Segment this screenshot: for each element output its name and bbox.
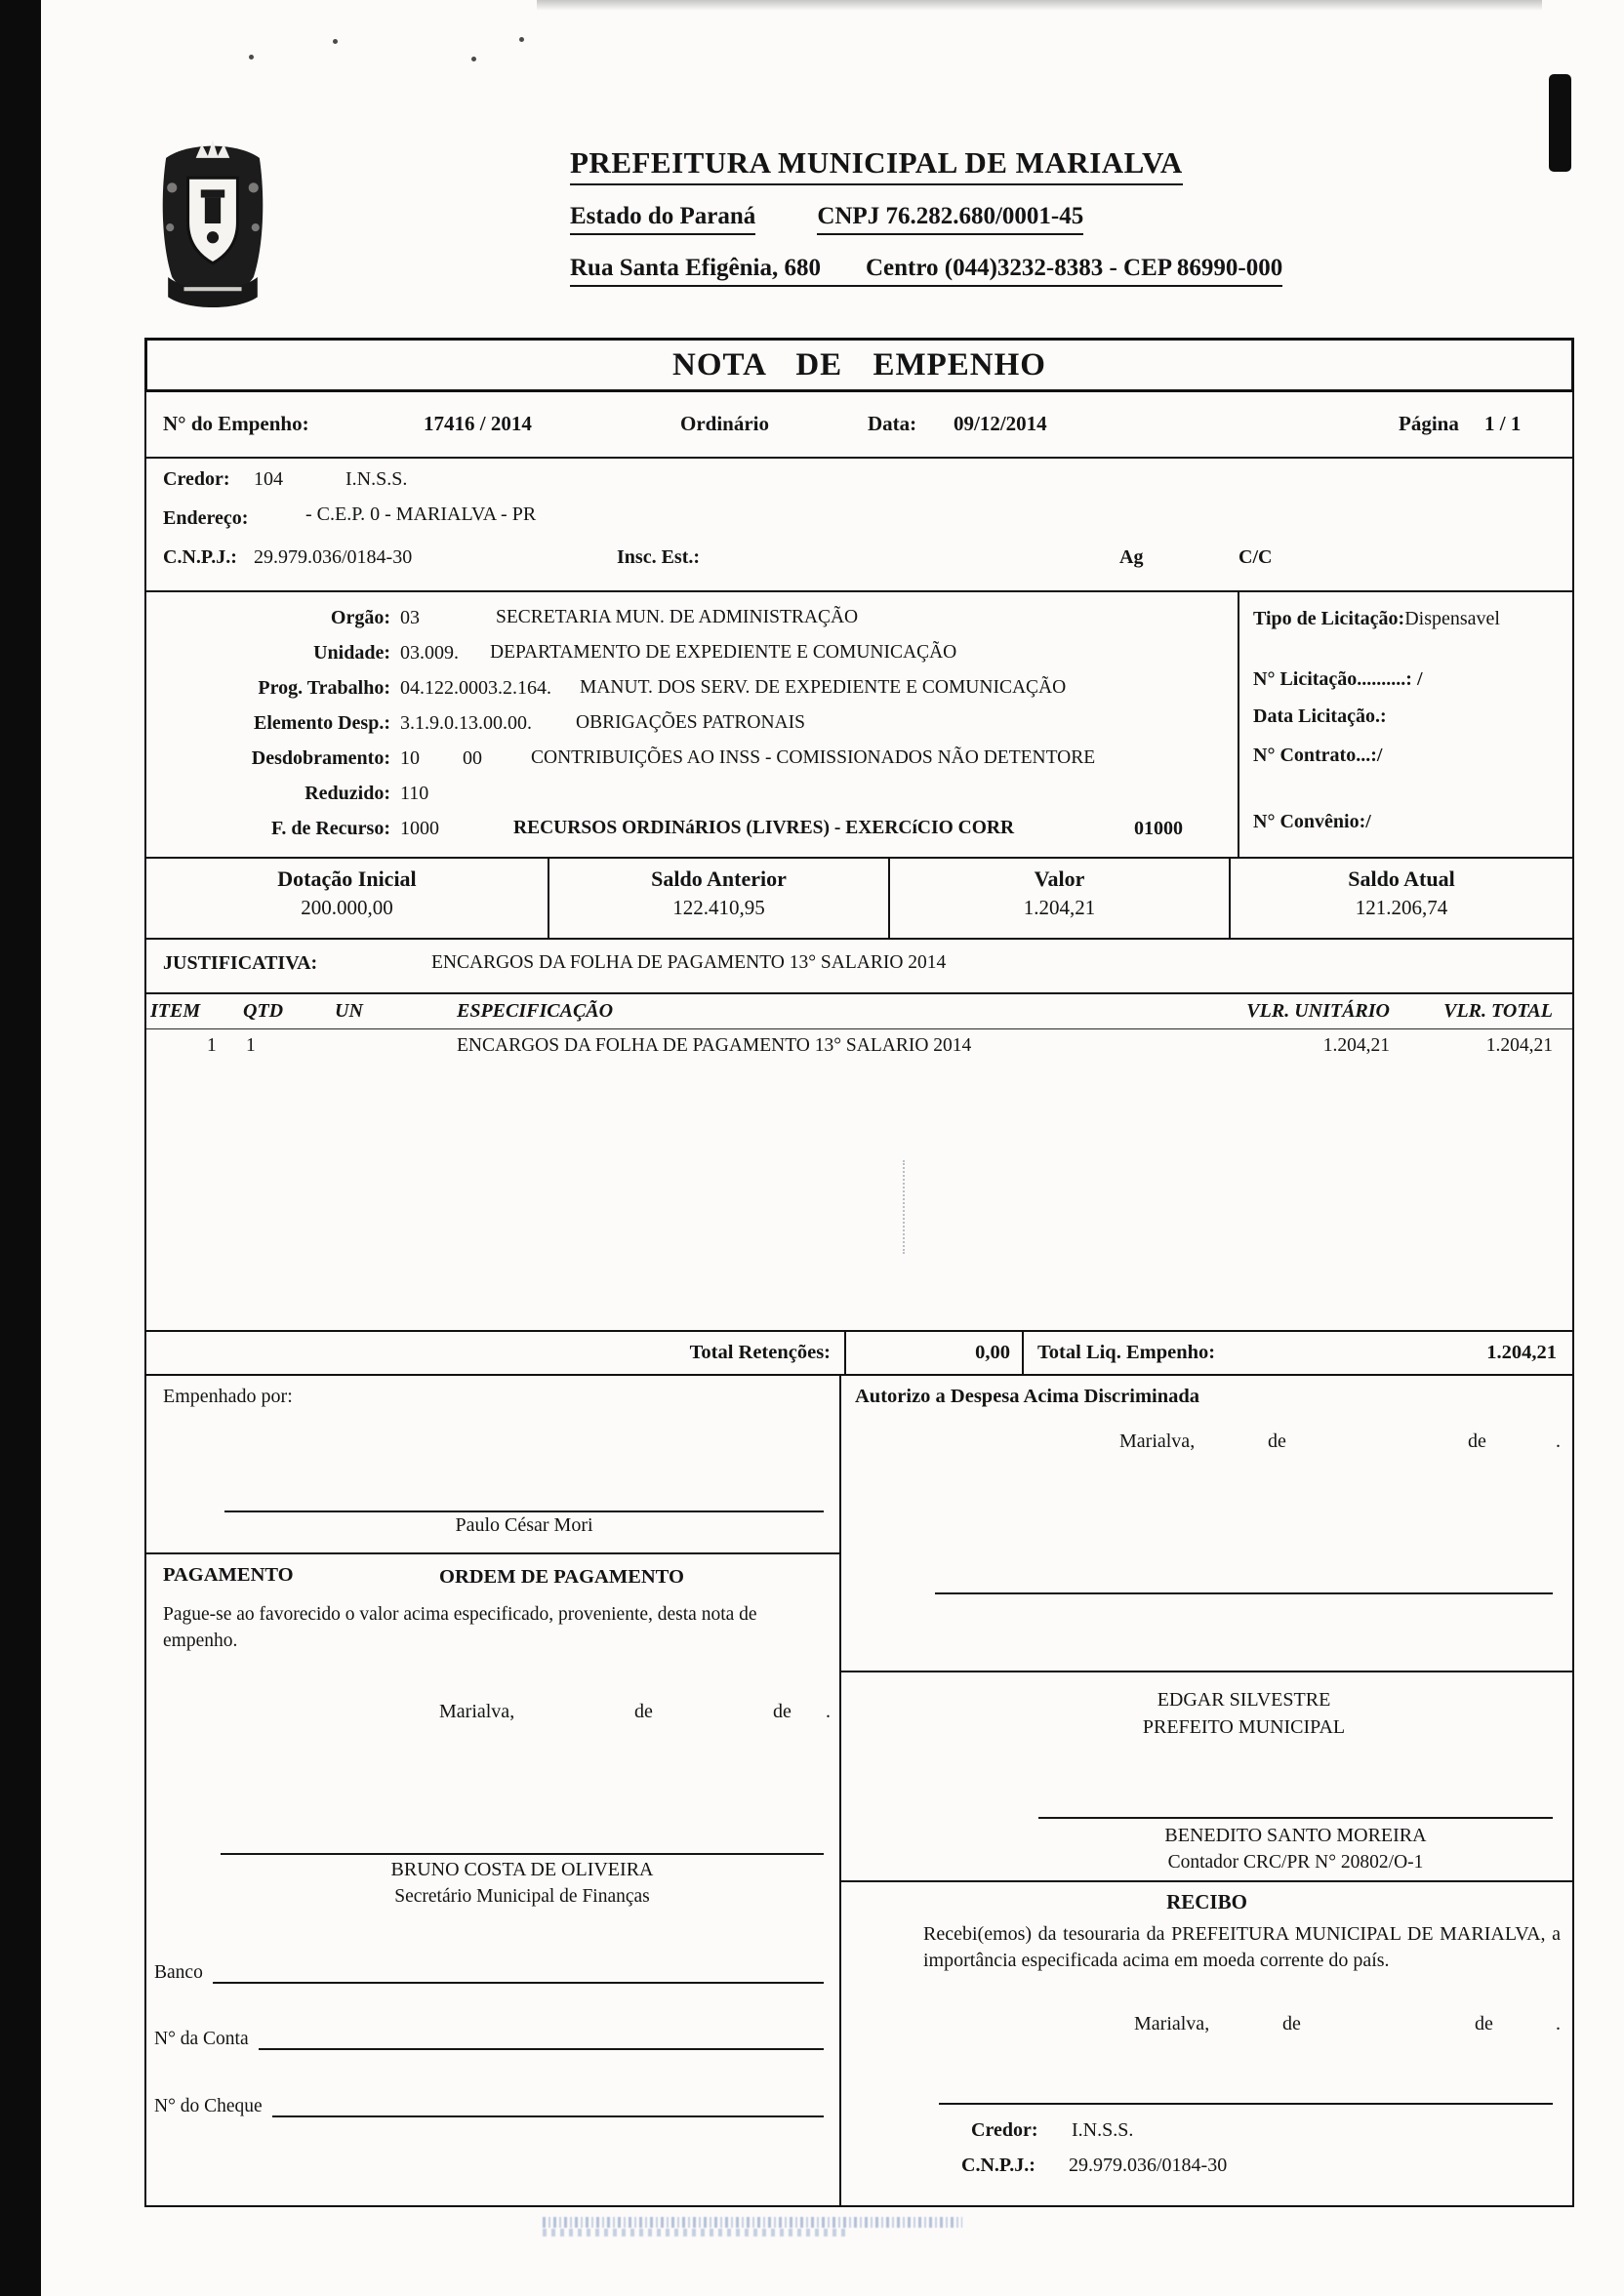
orgao-row-desc: RECURSOS ORDINáRIOS (LIVRES) - EXERCíCIO CORR bbox=[513, 818, 1015, 838]
bottom-right-column bbox=[841, 1376, 1572, 2205]
dateline-dot: . bbox=[826, 1701, 831, 1722]
total-liq-value: 1.204,21 bbox=[1486, 1342, 1557, 1363]
orgao-row-code: 04.122.0003.2.164. bbox=[400, 676, 551, 699]
saldo-col-value: 122.410,95 bbox=[672, 896, 765, 919]
saldo-col-value: 200.000,00 bbox=[301, 896, 393, 919]
document bbox=[144, 126, 1574, 2207]
orgao-row-code-2: 00 bbox=[463, 746, 482, 769]
recibo-credor-label: Credor: bbox=[971, 2119, 1038, 2141]
tipo-licitacao-label: Tipo de Licitação: bbox=[1253, 608, 1405, 629]
signature-line bbox=[935, 1592, 1553, 1594]
cnpj-label: C.N.P.J.: bbox=[163, 546, 237, 568]
scan-artifact-left-bar bbox=[0, 0, 41, 2296]
item-vlr-unitario: 1.204,21 bbox=[1322, 1035, 1390, 1056]
saldo-col-value: 121.206,74 bbox=[1355, 896, 1448, 919]
signature-area bbox=[146, 1376, 1572, 2205]
prefeito-box bbox=[841, 1672, 1572, 1882]
signature-line bbox=[221, 1853, 824, 1855]
saldo-col-header: Saldo Atual bbox=[1348, 866, 1455, 891]
page-indicator: 1 / 1 bbox=[1484, 412, 1522, 435]
pagamento-text: Pague-se ao favorecido o valor acima especificado, proveniente, desta nota de empenho. bbox=[163, 1604, 757, 1651]
orgao-row bbox=[146, 811, 1238, 846]
scan-speck bbox=[519, 37, 524, 42]
orgao-row-label: Reduzido: bbox=[304, 782, 390, 804]
municipal-crest-logo bbox=[158, 126, 267, 319]
total-liquido-cell bbox=[1024, 1332, 1572, 1374]
items-header-item: ITEM bbox=[150, 1000, 201, 1022]
scan-speck bbox=[249, 55, 254, 60]
total-liq-label: Total Liq. Empenho: bbox=[1037, 1342, 1216, 1363]
contador-signature bbox=[1038, 1823, 1553, 1875]
recibo-cnpj-value: 29.979.036/0184-30 bbox=[1069, 2155, 1228, 2176]
cnpj-value: 29.979.036/0184-30 bbox=[254, 546, 413, 568]
banco-label: Banco bbox=[154, 1962, 203, 1983]
signer-role: Secretário Municipal de Finanças bbox=[394, 1886, 650, 1907]
prefeito-role: PREFEITO MUNICIPAL bbox=[1142, 1716, 1346, 1738]
item-row bbox=[146, 1029, 1572, 1063]
orgao-row-desc: CONTRIBUIÇÕES AO INSS - COMISSIONADOS NÃO DETENTORE bbox=[531, 747, 1096, 768]
orgao-row-label: Unidade: bbox=[313, 641, 390, 664]
recibo-credor-value: I.N.S.S. bbox=[1072, 2119, 1134, 2141]
orgao-row bbox=[146, 670, 1238, 705]
contador-role: Contador CRC/PR N° 20802/O-1 bbox=[1167, 1852, 1424, 1873]
orgao-section bbox=[146, 592, 1572, 859]
orgao-row-label: Prog. Trabalho: bbox=[258, 676, 390, 699]
doc-title: NOTA DE EMPENHO bbox=[672, 346, 1046, 383]
header-centro: Centro (044)3232-8383 - CEP 86990-000 bbox=[865, 255, 1283, 281]
orgao-row-code: 1000 bbox=[400, 817, 439, 839]
recibo-text: Recebi(emos) da tesouraria da PREFEITURA MUNICIPAL DE MARIALVA, a importância especificada acima em moeda corrente do país. bbox=[923, 1923, 1561, 1971]
totals-row bbox=[146, 1332, 1572, 1376]
dot-matrix-artifact bbox=[543, 2217, 962, 2228]
header-title-line bbox=[570, 145, 1458, 185]
items-header-espec: ESPECIFICAÇÃO bbox=[457, 1000, 614, 1022]
orgao-row-label: F. de Recurso: bbox=[270, 817, 390, 839]
header-cnpj: CNPJ 76.282.680/0001-45 bbox=[817, 203, 1083, 235]
scan-speck bbox=[333, 39, 338, 44]
dateline-de: de bbox=[773, 1701, 792, 1722]
dateline-dot: . bbox=[1556, 2013, 1561, 2034]
orgao-row bbox=[146, 741, 1238, 776]
justificativa-row bbox=[146, 940, 1572, 994]
empenho-number: 17416 / 2014 bbox=[424, 412, 532, 435]
justificativa-text: ENCARGOS DA FOLHA DE PAGAMENTO 13° SALARIO 2014 bbox=[431, 952, 947, 973]
items-header-qtd: QTD bbox=[243, 1000, 284, 1022]
signer-name: BRUNO COSTA DE OLIVEIRA bbox=[390, 1859, 654, 1880]
credor-section bbox=[146, 459, 1572, 592]
dateline-de: de bbox=[634, 1701, 653, 1722]
saldo-col-header: Saldo Anterior bbox=[651, 866, 787, 891]
document-header bbox=[144, 126, 1574, 338]
empenhado-label: Empenhado por: bbox=[163, 1386, 293, 1407]
empenho-date: 09/12/2014 bbox=[954, 412, 1047, 435]
tipo-licitacao bbox=[1253, 608, 1500, 630]
dateline-de: de bbox=[1475, 2013, 1493, 2034]
licitacao-column bbox=[1238, 592, 1572, 857]
empenho-type: Ordinário bbox=[680, 412, 770, 435]
credor-code: 104 bbox=[254, 468, 283, 490]
header-address-line bbox=[570, 255, 1282, 287]
item-qtd: 1 bbox=[246, 1035, 256, 1056]
num-contrato: N° Contrato...:/ bbox=[1253, 745, 1383, 766]
dateline-city: Marialva, bbox=[1134, 2013, 1210, 2034]
items-header-vlr-total: VLR. TOTAL bbox=[1443, 1000, 1553, 1022]
credor-name: I.N.S.S. bbox=[345, 468, 408, 490]
prefeito-signature bbox=[935, 1686, 1553, 1741]
scan-speck bbox=[471, 57, 476, 61]
saldo-col-header: Dotação Inicial bbox=[277, 866, 417, 891]
empenho-number-row bbox=[146, 392, 1572, 459]
orgao-row-code: 10 bbox=[400, 746, 420, 769]
saldo-table bbox=[146, 859, 1572, 940]
item-number: 1 bbox=[207, 1035, 217, 1056]
total-retencoes-value: 0,00 bbox=[846, 1332, 1024, 1374]
signature-line bbox=[1038, 1817, 1553, 1819]
header-state-line bbox=[570, 203, 1458, 235]
saldo-col-saldo-anterior bbox=[549, 859, 890, 938]
prefeito-name: EDGAR SILVESTRE bbox=[1157, 1689, 1331, 1711]
items-table bbox=[146, 994, 1572, 1332]
orgao-row-code: 03 bbox=[400, 606, 420, 628]
bottom-left-column bbox=[146, 1376, 841, 2205]
saldo-col-value: 1.204,21 bbox=[1023, 896, 1096, 919]
page-title: PREFEITURA MUNICIPAL DE MARIALVA bbox=[570, 145, 1183, 185]
header-estado: Estado do Paraná bbox=[570, 203, 755, 235]
orgao-row-label: Elemento Desp.: bbox=[254, 711, 390, 734]
dateline-de: de bbox=[1282, 2013, 1301, 2034]
orgao-row-code: 110 bbox=[400, 782, 429, 804]
item-espec: ENCARGOS DA FOLHA DE PAGAMENTO 13° SALARIO 2014 bbox=[457, 1035, 972, 1056]
header-endereco: Rua Santa Efigênia, 680 bbox=[570, 255, 821, 281]
cheque-line bbox=[272, 2097, 824, 2117]
orgao-row bbox=[146, 635, 1238, 670]
recibo-box bbox=[841, 1882, 1572, 2205]
items-header-un: UN bbox=[335, 1000, 363, 1022]
recibo-cnpj-label: C.N.P.J.: bbox=[961, 2155, 1035, 2176]
dateline-city: Marialva, bbox=[1119, 1430, 1196, 1452]
endereco-value: - C.E.P. 0 - MARIALVA - PR bbox=[305, 504, 537, 525]
orgao-row-label: Desdobramento: bbox=[251, 746, 390, 769]
recibo-title: RECIBO bbox=[1166, 1890, 1247, 1913]
orgao-row bbox=[146, 776, 1238, 811]
orgao-row-desc: DEPARTAMENTO DE EXPEDIENTE E COMUNICAÇÃO bbox=[490, 642, 957, 663]
items-header-vlr-unitario: VLR. UNITÁRIO bbox=[1246, 1000, 1390, 1022]
banco-line bbox=[213, 1963, 824, 1984]
orgao-row-label: Orgão: bbox=[330, 606, 390, 628]
cc-label: C/C bbox=[1238, 546, 1273, 568]
data-licitacao: Data Licitação.: bbox=[1253, 705, 1387, 727]
orgao-row-code: 3.1.9.0.13.00.00. bbox=[400, 711, 532, 734]
scan-artifact-top-smudge bbox=[537, 0, 1542, 11]
cheque-field bbox=[154, 2096, 824, 2117]
orgao-row-desc: MANUT. DOS SERV. DE EXPEDIENTE E COMUNICAÇÃO bbox=[580, 677, 1067, 698]
num-convenio: N° Convênio:/ bbox=[1253, 811, 1371, 832]
item-vlr-total: 1.204,21 bbox=[1485, 1035, 1553, 1056]
signature-line bbox=[224, 1511, 824, 1512]
dateline-de: de bbox=[1268, 1430, 1286, 1452]
items-header-row bbox=[146, 994, 1572, 1029]
justificativa-label: JUSTIFICATIVA: bbox=[163, 952, 318, 974]
saldo-col-header: Valor bbox=[1034, 866, 1085, 891]
dateline-de: de bbox=[1468, 1430, 1486, 1452]
autorizo-box bbox=[841, 1376, 1572, 1672]
conta-line bbox=[259, 2030, 824, 2050]
scan-noise-artifact bbox=[903, 1160, 905, 1254]
total-retencoes-label: Total Retenções: bbox=[146, 1332, 846, 1374]
pagamento-section bbox=[146, 1554, 839, 2205]
ordem-pagamento-title: ORDEM DE PAGAMENTO bbox=[439, 1566, 684, 1588]
endereco-label: Endereço: bbox=[163, 507, 249, 529]
saldo-col-dotacao-inicial bbox=[146, 859, 549, 938]
empenho-date-label: Data: bbox=[868, 412, 917, 435]
orgao-row-code: 03.009. bbox=[400, 641, 459, 664]
empenhado-signer: Paulo César Mori bbox=[455, 1514, 593, 1536]
tipo-licitacao-value: Dispensavel bbox=[1404, 608, 1500, 629]
signature-line bbox=[939, 2103, 1553, 2105]
orgao-row bbox=[146, 600, 1238, 635]
conta-field bbox=[154, 2029, 824, 2050]
orgao-row-extra-code: 01000 bbox=[1134, 817, 1183, 839]
doc-title-bar bbox=[144, 338, 1574, 392]
saldo-col-saldo-atual bbox=[1231, 859, 1572, 938]
insc-est-label: Insc. Est.: bbox=[617, 546, 701, 568]
orgao-row bbox=[146, 705, 1238, 741]
document-body bbox=[144, 392, 1574, 2207]
empenhado-box bbox=[146, 1376, 839, 1554]
cheque-label: N° do Cheque bbox=[154, 2096, 263, 2116]
ag-label: Ag bbox=[1119, 546, 1144, 568]
orgao-row-desc: SECRETARIA MUN. DE ADMINISTRAÇÃO bbox=[496, 607, 859, 627]
dateline-city: Marialva, bbox=[439, 1701, 515, 1722]
autorizo-title: Autorizo a Despesa Acima Discriminada bbox=[855, 1386, 1200, 1407]
page-indicator-label: Página bbox=[1399, 412, 1459, 435]
orgao-column bbox=[146, 592, 1238, 857]
orgao-row-desc: OBRIGAÇÕES PATRONAIS bbox=[576, 712, 805, 733]
empenho-number-label: N° do Empenho: bbox=[163, 412, 309, 435]
saldo-col-valor bbox=[890, 859, 1231, 938]
dateline-dot: . bbox=[1556, 1430, 1561, 1452]
conta-label: N° da Conta bbox=[154, 2029, 249, 2049]
pagamento-title: PAGAMENTO bbox=[163, 1564, 294, 1586]
num-licitacao: N° Licitação..........: / bbox=[1253, 668, 1423, 690]
contador-name: BENEDITO SANTO MOREIRA bbox=[1164, 1825, 1427, 1846]
banco-field bbox=[154, 1962, 824, 1984]
credor-label: Credor: bbox=[163, 468, 230, 490]
